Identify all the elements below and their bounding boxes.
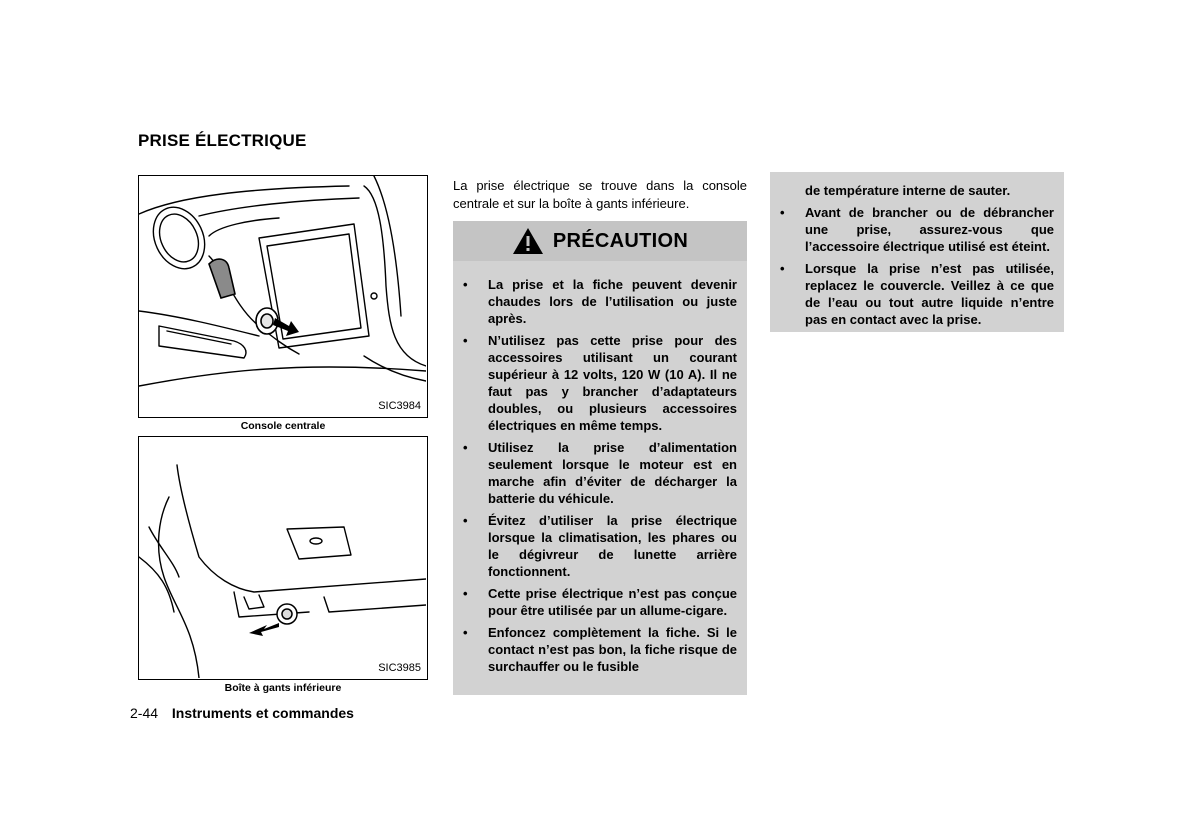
page-number: 2-44 — [130, 705, 159, 721]
figure-glove-box — [138, 436, 428, 680]
list-item: • Lorsque la prise n’est pas utilisée, replacez le couvercle. Veillez à ce que de l’eau ou tout autre liquide n’entre pas en contact avec la prise. — [770, 260, 1054, 328]
list-item: • Utilisez la prise d’alimentation seulement lorsque le moteur est en marche afin d’éviter de décharger la batterie du véhicule. — [453, 439, 737, 507]
list-item: • Avant de brancher ou de débrancher une prise, assurez-vous que l’accessoire électrique utilisé est éteint. — [770, 204, 1054, 255]
precaution-header — [453, 221, 747, 261]
precaution-list — [453, 276, 737, 680]
page-footer — [130, 705, 354, 721]
list-item: • Cette prise électrique n’est pas conçue pour être utilisée par un allume-cigare. — [453, 585, 737, 619]
figure-code: SIC3985 — [378, 662, 421, 674]
figure-center-console — [138, 175, 428, 418]
precaution-continued-list — [770, 204, 1054, 333]
glove-box-illustration — [139, 437, 426, 678]
precaution-continued-box — [770, 172, 1064, 332]
warning-icon — [512, 227, 544, 255]
list-item: • N’utilisez pas cette prise pour des accessoires utilisant un courant supérieur à 12 volts, 120 W (10 A). Il ne faut pas y brancher d’adaptateurs doubles, ou plusieurs accessoires électriques en même temps. — [453, 332, 737, 434]
continued-text: de température interne de sauter. — [805, 183, 1011, 198]
figure-caption: Boîte à gants inférieure — [224, 682, 342, 694]
list-item: • La prise et la fiche peuvent devenir chaudes lors de l’utilisation ou juste après. — [453, 276, 737, 327]
list-item: • Enfoncez complètement la fiche. Si le contact n’est pas bon, la fiche risque de surchauffer ou le fusible — [453, 624, 737, 675]
list-item: • Évitez d’utiliser la prise électrique lorsque la climatisation, les phares ou le dégivreur de lunette arrière fonctionnent. — [453, 512, 737, 580]
figure-code: SIC3984 — [378, 400, 421, 412]
section-title: PRISE ÉLECTRIQUE — [138, 131, 307, 150]
center-console-illustration — [139, 176, 426, 416]
precaution-title: PRÉCAUTION — [552, 229, 689, 252]
precaution-box — [453, 221, 747, 695]
chapter-title: Instruments et commandes — [171, 705, 354, 721]
intro-paragraph: La prise électrique se trouve dans la console centrale et sur la boîte à gants inférieure. — [453, 178, 747, 211]
figure-caption: Console centrale — [240, 420, 326, 432]
